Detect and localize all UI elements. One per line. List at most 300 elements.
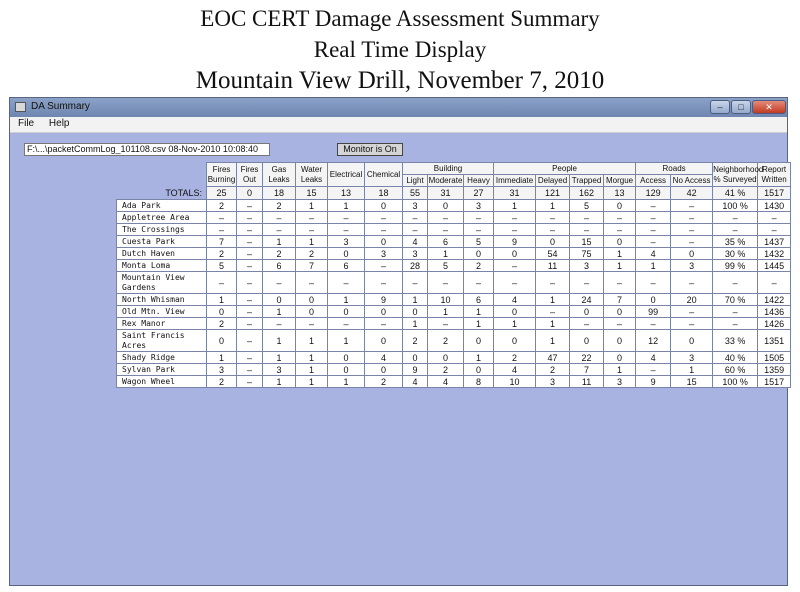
table-cell: 0 bbox=[636, 294, 671, 306]
table-cell: 9 bbox=[365, 294, 403, 306]
table-cell: 0 bbox=[494, 306, 536, 318]
table-cell: 0 bbox=[328, 248, 365, 260]
table-cell: 1 bbox=[263, 330, 296, 352]
col-report-l2: Written bbox=[761, 174, 787, 184]
neighborhood-name: Rex Manor bbox=[117, 318, 207, 330]
table-cell: 1 bbox=[207, 294, 237, 306]
table-cell: 3 bbox=[365, 248, 403, 260]
table-cell: 2 bbox=[536, 364, 570, 376]
table-cell: 0 bbox=[365, 200, 403, 212]
table-cell: 0 bbox=[671, 248, 713, 260]
table-cell: 1437 bbox=[758, 236, 791, 248]
table-cell: – bbox=[758, 212, 791, 224]
table-cell: 0 bbox=[536, 236, 570, 248]
table-row bbox=[117, 364, 791, 376]
table-cell: 11 bbox=[570, 376, 604, 388]
table-cell: 4 bbox=[636, 352, 671, 364]
table-cell: – bbox=[428, 212, 464, 224]
table-row bbox=[117, 248, 791, 260]
table-row bbox=[117, 330, 791, 352]
table-cell: – bbox=[403, 272, 428, 294]
table-cell: 22 bbox=[570, 352, 604, 364]
table-cell: 1 bbox=[296, 330, 328, 352]
neighborhood-name: Mountain View Gardens bbox=[117, 272, 207, 294]
table-cell: 3 bbox=[403, 200, 428, 212]
log-file-field[interactable]: F:\...\packetCommLog_101108.csv 08-Nov-2010 10:08:40 bbox=[24, 143, 270, 156]
table-cell: 40 % bbox=[713, 352, 758, 364]
table-cell: 1351 bbox=[758, 330, 791, 352]
table-cell: – bbox=[237, 200, 263, 212]
table-cell: 8 bbox=[464, 376, 494, 388]
table-cell: 2 bbox=[263, 200, 296, 212]
totals-cell: 31 bbox=[494, 187, 536, 200]
table-cell: 0 bbox=[365, 364, 403, 376]
table-cell: 28 bbox=[403, 260, 428, 272]
table-cell: 1 bbox=[403, 294, 428, 306]
table-cell: – bbox=[636, 364, 671, 376]
table-cell: – bbox=[713, 272, 758, 294]
maximize-button[interactable]: □ bbox=[731, 100, 751, 114]
table-cell: 54 bbox=[536, 248, 570, 260]
table-cell: – bbox=[464, 272, 494, 294]
table-cell: 0 bbox=[494, 330, 536, 352]
table-row bbox=[117, 260, 791, 272]
table-cell: 9 bbox=[403, 364, 428, 376]
neighborhood-name: The Crossings bbox=[117, 224, 207, 236]
table-cell: 1432 bbox=[758, 248, 791, 260]
table-cell: 4 bbox=[428, 376, 464, 388]
neighborhood-name: Monta Loma bbox=[117, 260, 207, 272]
col-neighborhood-l2: % Surveyed bbox=[713, 174, 757, 184]
table-cell: – bbox=[237, 330, 263, 352]
table-cell: – bbox=[237, 236, 263, 248]
table-cell: – bbox=[464, 224, 494, 236]
table-cell: 20 bbox=[671, 294, 713, 306]
table-cell: 5 bbox=[207, 260, 237, 272]
table-cell: 11 bbox=[536, 260, 570, 272]
table-cell: 7 bbox=[296, 260, 328, 272]
table-row bbox=[117, 236, 791, 248]
table-cell: 3 bbox=[570, 260, 604, 272]
totals-cell: 129 bbox=[636, 187, 671, 200]
table-row bbox=[117, 224, 791, 236]
col-delayed: Delayed bbox=[536, 175, 570, 187]
header-row-1 bbox=[117, 163, 791, 175]
neighborhood-name: North Whisman bbox=[117, 294, 207, 306]
table-cell: – bbox=[296, 224, 328, 236]
neighborhood-name: Sylvan Park bbox=[117, 364, 207, 376]
table-cell: – bbox=[636, 272, 671, 294]
table-cell: 60 % bbox=[713, 364, 758, 376]
table-cell: – bbox=[671, 272, 713, 294]
table-cell: 3 bbox=[671, 260, 713, 272]
table-cell: 0 bbox=[604, 236, 636, 248]
table-cell: 1359 bbox=[758, 364, 791, 376]
totals-cell: 55 bbox=[403, 187, 428, 200]
table-cell: – bbox=[713, 224, 758, 236]
table-cell: 0 bbox=[671, 330, 713, 352]
table-cell: – bbox=[494, 212, 536, 224]
menu-file[interactable]: File bbox=[18, 118, 35, 129]
table-cell: 1 bbox=[296, 352, 328, 364]
minimize-button[interactable]: – bbox=[710, 100, 730, 114]
table-cell: 100 % bbox=[713, 376, 758, 388]
table-cell: – bbox=[713, 212, 758, 224]
table-cell: – bbox=[636, 236, 671, 248]
table-cell: – bbox=[365, 318, 403, 330]
table-cell: 10 bbox=[494, 376, 536, 388]
totals-cell: 13 bbox=[328, 187, 365, 200]
menu-help[interactable]: Help bbox=[48, 118, 70, 129]
col-fires-out-l2: Out bbox=[243, 174, 256, 184]
table-cell: – bbox=[365, 272, 403, 294]
totals-cell: 15 bbox=[296, 187, 328, 200]
table-cell: 0 bbox=[328, 364, 365, 376]
table-cell: 24 bbox=[570, 294, 604, 306]
table-cell: 1 bbox=[671, 364, 713, 376]
col-gas-leaks-l2: Leaks bbox=[268, 174, 290, 184]
totals-cell: 1517 bbox=[758, 187, 791, 200]
table-cell: 15 bbox=[570, 236, 604, 248]
table-cell: – bbox=[671, 306, 713, 318]
table-cell: – bbox=[604, 318, 636, 330]
table-cell: 1 bbox=[403, 318, 428, 330]
table-cell: 2 bbox=[403, 330, 428, 352]
table-cell: 4 bbox=[403, 236, 428, 248]
table-cell: – bbox=[671, 212, 713, 224]
table-cell: – bbox=[758, 272, 791, 294]
table-cell: 1 bbox=[636, 260, 671, 272]
table-cell: – bbox=[570, 318, 604, 330]
totals-cell: 162 bbox=[570, 187, 604, 200]
table-cell: 2 bbox=[207, 318, 237, 330]
table-cell: 15 bbox=[671, 376, 713, 388]
window-titlebar[interactable] bbox=[10, 98, 787, 117]
table-cell: 0 bbox=[263, 294, 296, 306]
table-cell: 1 bbox=[328, 376, 365, 388]
table-cell: – bbox=[237, 248, 263, 260]
table-cell: 70 % bbox=[713, 294, 758, 306]
table-cell: – bbox=[237, 224, 263, 236]
totals-cell: 0 bbox=[237, 187, 263, 200]
table-cell: 75 bbox=[570, 248, 604, 260]
table-cell: – bbox=[365, 212, 403, 224]
table-cell: – bbox=[713, 318, 758, 330]
table-cell: – bbox=[536, 272, 570, 294]
table-cell: 47 bbox=[536, 352, 570, 364]
table-cell: 2 bbox=[207, 248, 237, 260]
table-cell: 0 bbox=[570, 306, 604, 318]
table-cell: 9 bbox=[636, 376, 671, 388]
table-cell: 1 bbox=[464, 306, 494, 318]
table-cell: – bbox=[328, 224, 365, 236]
table-cell: – bbox=[604, 272, 636, 294]
table-cell: 0 bbox=[207, 306, 237, 318]
table-cell: – bbox=[636, 318, 671, 330]
col-water-leaks-l2: Leaks bbox=[300, 174, 323, 184]
monitor-status-button[interactable]: Monitor is On bbox=[337, 143, 403, 156]
table-cell: – bbox=[671, 224, 713, 236]
table-cell: – bbox=[604, 224, 636, 236]
table-cell: 0 bbox=[604, 330, 636, 352]
table-cell: 2 bbox=[494, 352, 536, 364]
totals-row bbox=[117, 187, 791, 200]
table-cell: 0 bbox=[494, 248, 536, 260]
table-cell: – bbox=[237, 294, 263, 306]
table-cell: 2 bbox=[207, 200, 237, 212]
table-cell: – bbox=[428, 272, 464, 294]
table-cell: 1 bbox=[464, 318, 494, 330]
table-cell: – bbox=[671, 200, 713, 212]
table-cell: – bbox=[328, 318, 365, 330]
table-cell: 1445 bbox=[758, 260, 791, 272]
table-cell: 7 bbox=[604, 294, 636, 306]
table-cell: – bbox=[494, 260, 536, 272]
table-cell: 0 bbox=[403, 306, 428, 318]
table-cell: – bbox=[570, 212, 604, 224]
table-row bbox=[117, 212, 791, 224]
table-cell: – bbox=[671, 318, 713, 330]
totals-cell: 18 bbox=[263, 187, 296, 200]
table-cell: – bbox=[536, 306, 570, 318]
table-cell: – bbox=[207, 272, 237, 294]
damage-summary-table bbox=[116, 162, 791, 388]
table-cell: 1 bbox=[536, 294, 570, 306]
table-cell: 2 bbox=[365, 376, 403, 388]
table-cell: 0 bbox=[464, 248, 494, 260]
table-cell: 1 bbox=[536, 200, 570, 212]
table-cell: 6 bbox=[328, 260, 365, 272]
table-cell: – bbox=[428, 318, 464, 330]
table-cell: 99 % bbox=[713, 260, 758, 272]
table-cell: – bbox=[237, 318, 263, 330]
table-cell: 0 bbox=[296, 294, 328, 306]
group-roads: Roads bbox=[636, 163, 713, 175]
totals-cell: 42 bbox=[671, 187, 713, 200]
table-cell: 100 % bbox=[713, 200, 758, 212]
neighborhood-name: Appletree Area bbox=[117, 212, 207, 224]
table-cell: 1 bbox=[296, 200, 328, 212]
totals-cell: 25 bbox=[207, 187, 237, 200]
table-cell: – bbox=[636, 212, 671, 224]
col-chemical: Chemical bbox=[365, 163, 403, 187]
table-cell: – bbox=[237, 260, 263, 272]
neighborhood-name: Old Mtn. View bbox=[117, 306, 207, 318]
table-cell: – bbox=[536, 212, 570, 224]
totals-cell: 31 bbox=[428, 187, 464, 200]
table-cell: 12 bbox=[636, 330, 671, 352]
table-cell: – bbox=[328, 272, 365, 294]
table-cell: 33 % bbox=[713, 330, 758, 352]
table-cell: – bbox=[403, 212, 428, 224]
table-cell: 1 bbox=[464, 352, 494, 364]
table-cell: 1 bbox=[263, 306, 296, 318]
table-cell: 5 bbox=[428, 260, 464, 272]
table-cell: 3 bbox=[604, 376, 636, 388]
table-cell: 1 bbox=[604, 364, 636, 376]
table-cell: 5 bbox=[464, 236, 494, 248]
neighborhood-name: Wagon Wheel bbox=[117, 376, 207, 388]
table-cell: – bbox=[428, 224, 464, 236]
col-light: Light bbox=[403, 175, 428, 187]
table-row bbox=[117, 200, 791, 212]
table-cell: – bbox=[263, 224, 296, 236]
table-cell: 1 bbox=[604, 248, 636, 260]
table-row bbox=[117, 272, 791, 294]
table-cell: 7 bbox=[207, 236, 237, 248]
totals-cell: 27 bbox=[464, 187, 494, 200]
page-title-line-1: EOC CERT Damage Assessment Summary bbox=[200, 6, 600, 31]
table-cell: 0 bbox=[365, 306, 403, 318]
col-electrical: Electrical bbox=[328, 163, 365, 187]
col-heavy: Heavy bbox=[464, 175, 494, 187]
table-cell: 1 bbox=[604, 260, 636, 272]
table-cell: – bbox=[237, 376, 263, 388]
table-cell: 1 bbox=[263, 236, 296, 248]
col-access: Access bbox=[636, 175, 671, 187]
table-cell: – bbox=[237, 212, 263, 224]
table-cell: – bbox=[207, 212, 237, 224]
table-cell: – bbox=[365, 224, 403, 236]
table-cell: 99 bbox=[636, 306, 671, 318]
table-cell: 4 bbox=[403, 376, 428, 388]
table-row bbox=[117, 306, 791, 318]
table-cell: – bbox=[536, 224, 570, 236]
table-cell: 4 bbox=[365, 352, 403, 364]
table-cell: 1436 bbox=[758, 306, 791, 318]
table-cell: 0 bbox=[428, 200, 464, 212]
table-cell: 35 % bbox=[713, 236, 758, 248]
neighborhood-name: Ada Park bbox=[117, 200, 207, 212]
table-cell: – bbox=[494, 224, 536, 236]
table-cell: 1 bbox=[494, 318, 536, 330]
table-cell: 1 bbox=[296, 376, 328, 388]
table-cell: 3 bbox=[328, 236, 365, 248]
table-cell: 1517 bbox=[758, 376, 791, 388]
table-cell: 1505 bbox=[758, 352, 791, 364]
table-cell: – bbox=[758, 224, 791, 236]
table-cell: – bbox=[296, 272, 328, 294]
col-moderate: Moderate bbox=[428, 175, 463, 185]
table-cell: – bbox=[464, 212, 494, 224]
group-building: Building bbox=[403, 163, 494, 175]
table-cell: 10 bbox=[428, 294, 464, 306]
neighborhood-name: Dutch Haven bbox=[117, 248, 207, 260]
table-cell: 6 bbox=[263, 260, 296, 272]
neighborhood-name: Cuesta Park bbox=[117, 236, 207, 248]
table-cell: 2 bbox=[428, 330, 464, 352]
table-cell: 0 bbox=[328, 352, 365, 364]
totals-cell: 13 bbox=[604, 187, 636, 200]
table-cell: 3 bbox=[464, 200, 494, 212]
page-title-line-2: Real Time Display bbox=[313, 37, 487, 62]
table-cell: – bbox=[296, 212, 328, 224]
table-cell: 3 bbox=[207, 364, 237, 376]
table-cell: 0 bbox=[296, 306, 328, 318]
table-cell: – bbox=[328, 212, 365, 224]
table-cell: 0 bbox=[207, 330, 237, 352]
totals-cell: 18 bbox=[365, 187, 403, 200]
table-cell: 1 bbox=[328, 330, 365, 352]
group-people: People bbox=[494, 163, 636, 175]
table-cell: – bbox=[671, 236, 713, 248]
table-cell: 0 bbox=[328, 306, 365, 318]
totals-cell: 121 bbox=[536, 187, 570, 200]
close-button[interactable]: ✕ bbox=[752, 100, 786, 114]
table-cell: – bbox=[237, 306, 263, 318]
table-cell: 0 bbox=[365, 330, 403, 352]
totals-label: TOTALS: bbox=[165, 187, 202, 198]
table-cell: 0 bbox=[604, 306, 636, 318]
col-report-l1: Report bbox=[762, 164, 787, 174]
table-cell: – bbox=[494, 272, 536, 294]
table-cell: 4 bbox=[494, 294, 536, 306]
table-cell: 3 bbox=[536, 376, 570, 388]
table-cell: 0 bbox=[403, 352, 428, 364]
table-cell: – bbox=[263, 318, 296, 330]
table-cell: 1 bbox=[296, 236, 328, 248]
table-cell: 3 bbox=[671, 352, 713, 364]
table-cell: – bbox=[237, 364, 263, 376]
app-window-icon bbox=[15, 102, 26, 112]
table-cell: 6 bbox=[464, 294, 494, 306]
table-row bbox=[117, 318, 791, 330]
table-cell: 5 bbox=[570, 200, 604, 212]
table-cell: 0 bbox=[464, 330, 494, 352]
table-cell: 1 bbox=[296, 364, 328, 376]
table-cell: – bbox=[237, 272, 263, 294]
col-fires-burning-l1: Fires bbox=[212, 164, 231, 174]
col-morgue: Morgue bbox=[604, 175, 636, 187]
col-gas-leaks-l1: Gas bbox=[271, 164, 287, 174]
col-neighborhood-l1: Neighborhood bbox=[713, 164, 764, 174]
table-cell: 7 bbox=[570, 364, 604, 376]
table-cell: 0 bbox=[604, 352, 636, 364]
table-cell: – bbox=[636, 224, 671, 236]
table-cell: 2 bbox=[464, 260, 494, 272]
col-trapped: Trapped bbox=[570, 175, 604, 187]
table-cell: – bbox=[570, 224, 604, 236]
table-cell: 1 bbox=[494, 200, 536, 212]
table-cell: 3 bbox=[263, 364, 296, 376]
table-cell: 0 bbox=[428, 352, 464, 364]
neighborhood-name: Shady Ridge bbox=[117, 352, 207, 364]
table-cell: 1 bbox=[207, 352, 237, 364]
table-cell: 1 bbox=[263, 376, 296, 388]
table-cell: 0 bbox=[570, 330, 604, 352]
neighborhood-name: Saint Francis Acres bbox=[117, 330, 207, 352]
col-immediate: Immediate bbox=[494, 175, 536, 187]
col-fires-burning-l2: Burning bbox=[207, 174, 236, 184]
table-cell: – bbox=[237, 352, 263, 364]
table-cell: 1 bbox=[428, 306, 464, 318]
table-row bbox=[117, 294, 791, 306]
da-summary-window bbox=[9, 97, 788, 586]
table-cell: – bbox=[263, 272, 296, 294]
table-cell: 0 bbox=[464, 364, 494, 376]
table-cell: 1 bbox=[536, 318, 570, 330]
table-cell: 2 bbox=[428, 364, 464, 376]
table-cell: 6 bbox=[428, 236, 464, 248]
table-cell: – bbox=[296, 318, 328, 330]
table-cell: 2 bbox=[296, 248, 328, 260]
table-cell: 1 bbox=[328, 294, 365, 306]
table-cell: 0 bbox=[604, 200, 636, 212]
col-water-leaks-l1: Water bbox=[300, 164, 323, 174]
table-cell: 30 % bbox=[713, 248, 758, 260]
col-no-access: No Access bbox=[671, 175, 713, 187]
page-title-line-3: Mountain View Drill, November 7, 2010 bbox=[195, 67, 605, 94]
